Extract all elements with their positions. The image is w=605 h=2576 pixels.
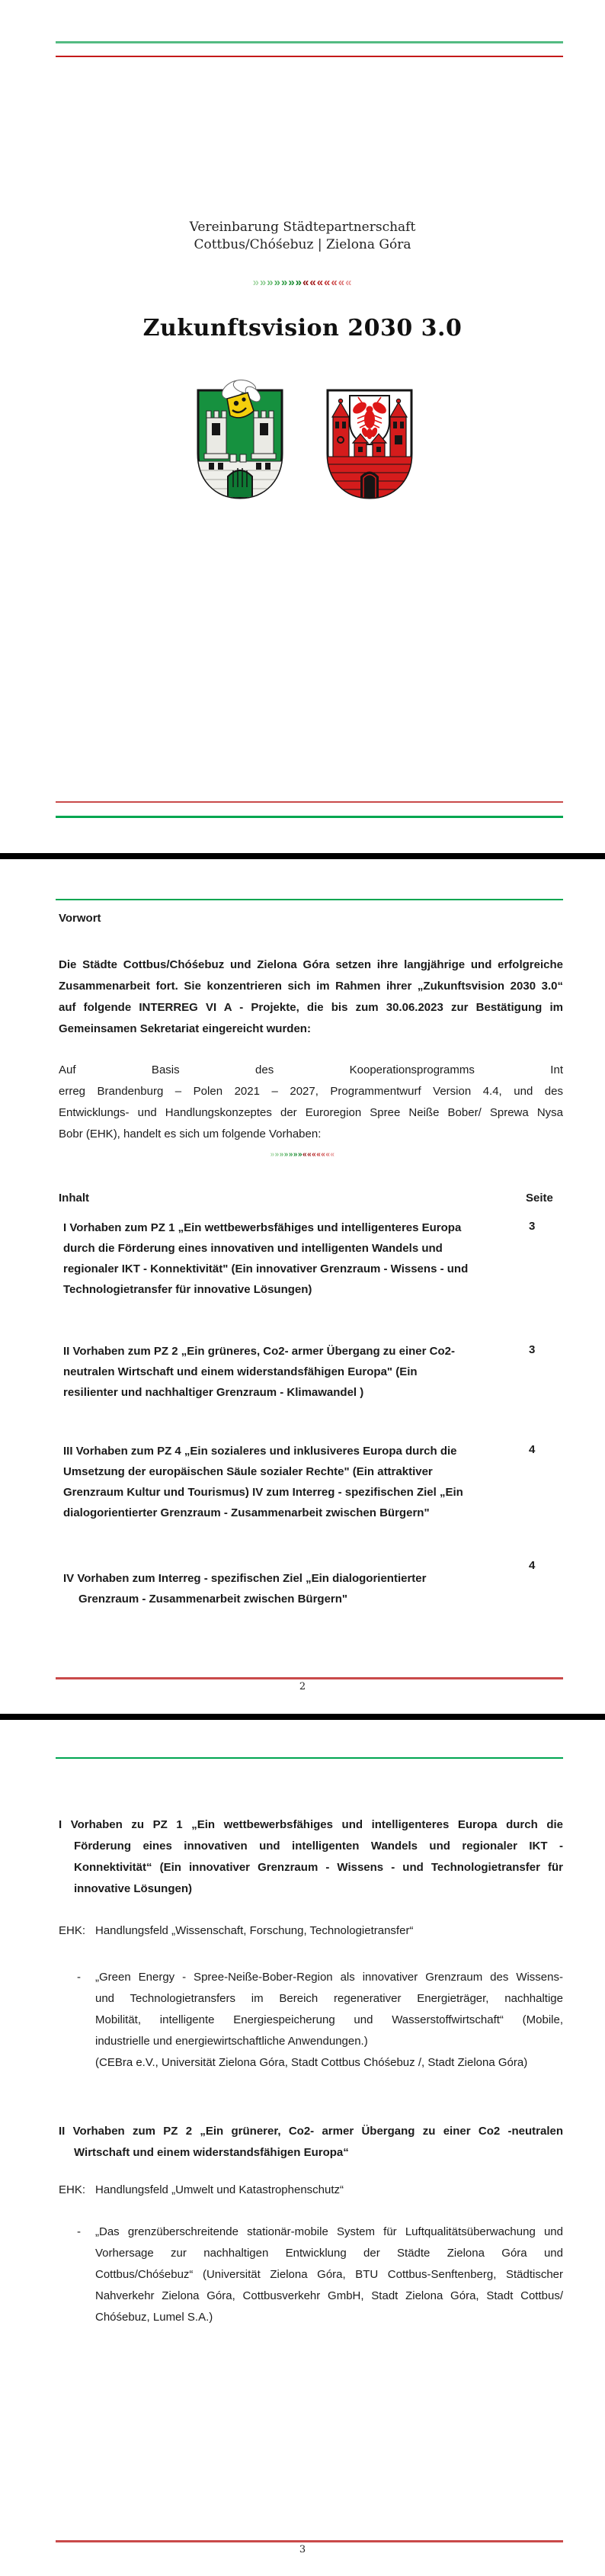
green-chevron-icon: »	[279, 1150, 284, 1159]
project-bullet-2	[77, 2222, 563, 2328]
text-line: Konnektivität“ (Ein innovativer Grenzraum - Wissens - und Technologietransfer für	[74, 1861, 563, 1874]
toc-page-number-4: 4	[529, 1559, 536, 1572]
red-chevron-icon: «	[309, 276, 317, 289]
text-line: Entwicklungs- und Handlungskonzeptes der Euroregion Spree Neiße Bober/ Sprewa Nysa	[59, 1106, 563, 1119]
toc-page-number-3: 4	[529, 1443, 536, 1456]
document-subtitle	[0, 219, 605, 254]
basis-paragraph	[59, 1060, 563, 1145]
red-chevron-icon: «	[331, 276, 338, 289]
text-line: IV Vorhaben zum Interreg - spezifischen Ziel „Ein dialogorientierter	[63, 1572, 427, 1585]
green-chevron-icon: »	[280, 276, 289, 289]
top-green-rule	[56, 41, 563, 43]
ehk-label: EHK:	[59, 1924, 86, 1937]
ehk-label: EHK:	[59, 2183, 86, 2196]
text-line: durch die Förderung eines innovativen und intelligenten Wandels und	[63, 1242, 443, 1255]
red-chevron-icon: «	[321, 1150, 326, 1159]
text-line: Chóśebuz, Lumel S.A.)	[95, 2311, 213, 2324]
red-chevron-icon: «	[325, 1150, 331, 1159]
green-chevron-icon: »	[259, 276, 267, 289]
cottbus-coat-of-arms	[325, 377, 414, 501]
text-line: II Vorhaben zum PZ 2 „Ein grüneres, Co2- armer Übergang zu einer Co2-	[63, 1345, 455, 1358]
text-line: III Vorhaben zum PZ 4 „Ein sozialeres und inklusiveres Europa durch die	[63, 1445, 457, 1458]
bullet-text	[95, 1967, 563, 2074]
red-chevron-icon: «	[316, 1150, 322, 1159]
intro-paragraph	[59, 954, 563, 1040]
top-green-rule-p2	[56, 899, 563, 900]
green-chevron-icon: »	[252, 276, 260, 289]
bullet-dash-icon: -	[77, 1971, 81, 1984]
bottom-red-rule-p1	[56, 801, 563, 803]
text-line: I Vorhaben zu PZ 1 „Ein wettbewerbsfähiges und intelligenteres Europa durch die	[59, 1818, 563, 1831]
red-chevron-icon: «	[324, 276, 331, 289]
top-green-rule-p3	[56, 1757, 563, 1759]
text-line: II Vorhaben zum PZ 2 „Ein grünerer, Co2- armer Übergang zu einer Co2 -neutralen	[59, 2125, 563, 2138]
page-separator-1	[0, 853, 605, 859]
text-line: und Technologietransfers im Bereich regenerativer Energieträger, nachhaltige	[95, 1992, 563, 2005]
ehk-text: Handlungsfeld „Wissenschaft, Forschung, Technologietransfer“	[95, 1924, 414, 1937]
text-line: regionaler IKT - Konnektivität" (Ein innovativer Grenzraum - Wissens - und	[63, 1262, 469, 1275]
green-chevron-icon: »	[288, 1150, 293, 1159]
ehk-text: Handlungsfeld „Umwelt und Katastrophenschutz“	[95, 2183, 344, 2196]
subtitle-line-2: Cottbus/Chóśebuz | Zielona Góra	[194, 237, 411, 252]
red-chevron-icon: «	[330, 1150, 335, 1159]
toc-item-3	[63, 1441, 520, 1523]
green-chevron-icon: »	[293, 1150, 298, 1159]
toc-page-number-2: 3	[529, 1343, 536, 1356]
ehk-line-1	[59, 1923, 563, 1939]
text-line: I Vorhaben zum PZ 1 „Ein wettbewerbsfähiges und intelligenteres Europa	[63, 1221, 462, 1234]
green-chevron-icon: »	[274, 276, 281, 289]
toc-page-number-1: 3	[529, 1220, 536, 1233]
green-chevron-icon: »	[297, 1150, 302, 1159]
red-chevron-icon: «	[312, 1150, 317, 1159]
text-line: innovative Lösungen)	[74, 1882, 193, 1895]
toc-item-1	[63, 1217, 520, 1300]
page-separator-2	[0, 1714, 605, 1720]
text-line: (CEBra e.V., Universität Zielona Góra, Stadt Cottbus Chóśebuz /, Stadt Zielona Góra)	[95, 2056, 528, 2069]
text-line: erreg Brandenburg – Polen 2021 – 2027, Programmentwurf Version 4.4, und des	[59, 1085, 563, 1098]
green-chevron-icon: »	[295, 276, 302, 289]
top-red-rule	[56, 56, 563, 57]
text-line: Nahverkehr Zielona Góra, Cottbusverkehr GmbH, Stadt Zielona Góra, Stadt Cottbus/	[95, 2289, 563, 2302]
text-line: Wirtschaft und einem widerstandsfähigen Europa“	[74, 2146, 349, 2159]
red-chevron-icon: «	[307, 1150, 312, 1159]
text-line: Bobr (EHK), handelt es sich um folgende Vorhaben:	[59, 1128, 322, 1140]
bottom-red-rule-p3	[56, 2540, 563, 2542]
red-chevron-icon: «	[338, 276, 346, 289]
project-bullet-1	[77, 1967, 563, 2074]
subtitle-line-1: Vereinbarung Städtepartnerschaft	[189, 220, 416, 235]
red-chevron-icon: «	[345, 276, 353, 289]
text-line: Auf Basis des Kooperationsprogramms Int	[59, 1063, 563, 1076]
text-line: „Das grenzüberschreitende stationär-mobile System für Luftqualitätsüberwachung und	[95, 2225, 563, 2238]
green-chevron-icon: »	[274, 1150, 280, 1159]
toc-heading-inhalt: Inhalt	[59, 1192, 89, 1205]
text-line: Zusammenarbeit fort. Sie konzentrieren sich im Rahmen ihrer „Zukunftsvision 2030 3.0“	[59, 980, 563, 993]
text-line: resilienter und nachhaltiger Grenzraum - Klimawandel )	[63, 1386, 364, 1399]
text-line: Cottbus/Chóśebuz“ (Universität Zielona Góra, BTU Cottbus-Senftenberg, Städtischer	[95, 2268, 563, 2281]
text-line: „Green Energy - Spree-Neiße-Bober-Region als innovativer Grenzraum des Wissens-	[95, 1971, 563, 1984]
divider-arrows-icon-small	[0, 1150, 605, 1159]
text-line: Technologietransfer für innovative Lösungen)	[63, 1283, 312, 1296]
text-line: auf folgende INTERREG VI A - Projekte, die bis zum 30.06.2023 zur Bestätigung im	[59, 1001, 563, 1014]
text-line: neutralen Wirtschaft und einem widerstandsfähigen Europa" (Ein	[63, 1365, 418, 1378]
text-line: Mobilität, intelligente Energiespeicherung und Wasserstoffwirtschaft“ (Mobile,	[95, 2013, 563, 2026]
bullet-text	[95, 2222, 563, 2328]
text-line: Gemeinsamen Sekretariat eingereicht wurden:	[59, 1022, 311, 1035]
divider-arrows-icon	[0, 276, 605, 289]
text-line: Grenzraum - Zusammenarbeit zwischen Bürgern"	[78, 1593, 348, 1606]
ehk-line-2	[59, 2182, 563, 2199]
bottom-red-rule-p2	[56, 1677, 563, 1679]
green-chevron-icon: »	[267, 276, 274, 289]
zielona-gora-coat-of-arms	[196, 377, 284, 501]
heading-vorhaben-1	[59, 1814, 563, 1900]
text-line: Die Städte Cottbus/Chóśebuz und Zielona Góra setzen ihre langjährige und erfolgreiche	[59, 958, 563, 971]
green-chevron-icon: »	[283, 1150, 289, 1159]
bullet-dash-icon: -	[77, 2225, 81, 2238]
toc-item-2	[63, 1341, 520, 1403]
page-number-footer-2: 2	[299, 1681, 306, 1692]
text-line: Umsetzung der europäischen Säule sozialer Rechte" (Ein attraktiver	[63, 1465, 433, 1478]
text-line: Förderung eines innovativen und intelligenten Wandels und regionaler IKT -	[74, 1840, 563, 1853]
green-chevron-icon: »	[270, 1150, 275, 1159]
section-title-vorwort: Vorwort	[59, 912, 101, 925]
text-line: Grenzraum Kultur und Tourismus) IV zum Interreg - spezifischen Ziel „Ein	[63, 1486, 463, 1499]
bottom-green-rule-p1	[56, 816, 563, 818]
red-chevron-icon: «	[302, 1150, 308, 1159]
page-title: Zukunftsvision 2030 3.0	[142, 315, 463, 342]
text-line: dialogorientierter Grenzraum - Zusammenarbeit zwischen Bürgern"	[63, 1506, 430, 1519]
green-chevron-icon: »	[288, 276, 296, 289]
heading-vorhaben-2	[59, 2121, 563, 2164]
red-chevron-icon: «	[316, 276, 325, 289]
red-chevron-icon: «	[302, 276, 310, 289]
toc-item-4	[63, 1568, 520, 1609]
toc-heading-seite: Seite	[526, 1192, 553, 1205]
text-line: Vorhersage zur nachhaltigen Entwicklung der Städte Zielona Góra und	[95, 2247, 563, 2260]
text-line: industrielle und energiewirtschaftliche Anwendungen.)	[95, 2035, 368, 2048]
page-number-footer-3: 3	[299, 2544, 306, 2555]
